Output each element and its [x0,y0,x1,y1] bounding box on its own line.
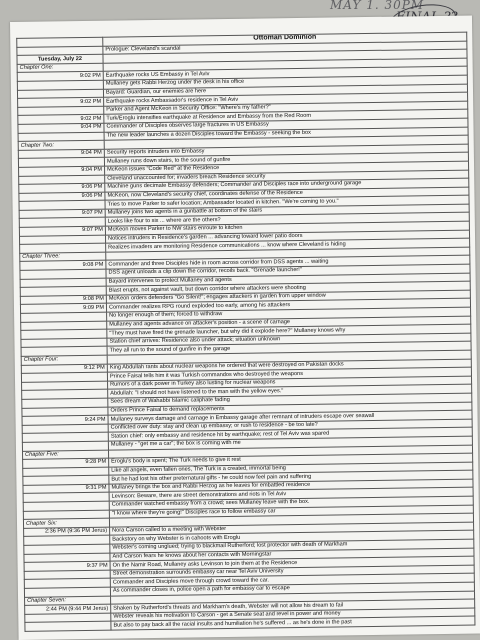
event-cell: On the Namir Road, Mullaney asks Levinson to join them at the Residence [110,556,474,570]
event-cell: Nora Carson called to a meeting with Webster [110,522,474,536]
event-cell: McKeon moves Parker to NW stairs enroute to kitchen [105,221,469,235]
event-cell: Prince Faisal tells him it was Turkish commandos who destroyed the weapons [107,367,471,381]
event-cell: Rumors of a dark power in Turkey also lusting for nuclear weapons [108,376,472,390]
event-cell: Backstory on why Webster is in cahoots with Eroglu [110,531,474,545]
event-cell: Station chief: only embassy and residence hit by earthquake; rest of Tel Aviv was spared [108,427,472,441]
event-cell: Earthquake rocks Ambassador's residence in Tel Aviv [104,92,468,106]
event-cell: McKeon orders defenders "Go Silent!"; engages attackers in garden from upper window [106,290,470,304]
event-cell: Prologue: Cleveland's scandal [103,41,467,55]
time-cell: 2:36 PM (9:36 PM Jerus) [24,527,110,537]
time-cell [25,622,111,632]
chapter-label: Chapter Seven: [25,596,111,606]
time-cell: 9:06 PM [19,183,105,193]
date-label: Tuesday, July 22 [17,54,103,64]
event-cell: Levinson: Beware, there are street demonstrations and riots in Tel Aviv [109,488,473,502]
event-cell: Eroglu's body is spent; The Turk needs to give it rest [109,453,473,467]
time-cell: 9:24 PM [22,415,108,425]
event-cell: No longer enough of them; forced to withdraw [107,307,471,321]
event-cell: The new leader launches a dozen Disciples toward the Embassy - seeking the box [104,127,468,141]
event-cell: Mullaney gets Rabbi Herzog under the desk in his office [103,75,467,89]
time-cell: 9:04 PM [19,166,105,176]
event-cell: Conflicted over duty: stay and clean up embassy; or rush to residence - be too late? [108,419,472,433]
handwritten-time-note: MAY 1. 30PM [330,0,425,12]
chapter-label: Chapter Two: [18,140,104,150]
time-cell: 9:07 PM [19,226,105,236]
event-cell: Earthquake rocks US Embassy in Tel Aviv [103,66,467,80]
event-cell: But he had lost his other preternatural gifts - he could now feel pain and suffering [109,470,473,484]
event-cell: Mullaney and agents advance on attacker's position - a scene of carnage [107,316,471,330]
time-cell: 9:31 PM [23,484,109,494]
event-cell: McKeon, now Cleveland's security chief, coordinates defense of the Residence [105,187,469,201]
time-cell: 9:08 PM [20,261,106,271]
chapter-label: Chapter Four: [21,355,107,365]
event-cell: They all run to the sound of gunfire in the garage [107,341,471,355]
time-cell: 9:37 PM [24,561,110,571]
time-cell: 9:28 PM [23,458,109,468]
time-cell: 9:04 PM [18,123,104,133]
chapter-label: Chapter One: [17,63,103,73]
event-cell: "I know where they're going!" Disciples race to follow embassy car [109,505,473,519]
event-cell: McKeon issues "Code Red" at the Residence [105,161,469,175]
event-cell: Commander of Disciples observes large fractures in US Embassy [104,118,468,132]
event-cell: Mullaney - "get me a car"; the box is coming with me [108,436,472,450]
event-cell: Turk/Eroglu intensifies earthquake at Residence and Embassy from the Red Room [104,109,468,123]
time-cell: 9:08 PM [20,295,106,305]
event-cell: DSS agent unloads a clip down the corridor, recoils back. "Grenade launcher!" [106,264,470,278]
event-cell: Cleveland unaccounted for; invaders breach Residence security [105,170,469,184]
time-cell: 9:09 PM [20,304,106,314]
event-cell: Notices intruders in Residence's garden ... advancing toward lower patio doors [105,230,469,244]
time-cell: 9:02 PM [18,115,104,125]
event-cell: King Abdullah rants about nuclear weapons he ordered that were destroyed on Pakistan docks [107,359,471,373]
time-cell: 9:02 PM [18,97,104,107]
chapter-label: Chapter Three: [20,252,106,262]
event-cell: Commander and Disciples move through crowd toward the car. [110,573,474,587]
event-cell: Mullaney runs down stairs, to the sound of gunfire [104,152,468,166]
event-cell: Bayard: Guardian, our enemies are here [103,84,467,98]
event-cell: Sees dream of Wahabbi Islamic caliphate fading [108,393,472,407]
event-cell: Realizes invaders are monitoring Residence communications ... know where Cleveland is hiding [106,238,470,252]
event-cell: Webster reveals his motivation to Carson - get a Senate seat and revel in power and money [111,608,475,622]
event-cell: But also to pay back all the racial insults and humiliation he's suffered ... as he's done in the past [111,616,475,630]
event-cell: Shaken by Rutherford's threats and Markham's death, Webster will not allow his dream to fail [111,599,475,613]
time-cell: 2:44 PM (9:44 PM Jerus) [25,604,111,614]
event-cell: Mullaney joins two agents in a gunbattle at bottom of the stairs [105,204,469,218]
event-cell: Machine guns decimate Embassy defenders; Commander and Disciples race into underground garage [105,178,469,192]
event-cell: Station chief arrives: Residence also under attack; situation unknown [107,333,471,347]
event-cell: Abdullah: "I should not have listened to the man with the yellow eyes." [108,384,472,398]
time-cell: 9:12 PM [21,364,107,374]
event-cell: Commander realizes RPG round exploded too early, among his attackers [106,299,470,313]
event-cell: "They must have fired the grenade launcher, but why did it explode here?" Mullaney knows why [107,324,471,338]
event-cell: Looks like four to six ... where are the others? [105,213,469,227]
sheet-title: Ottoman Dominion [103,32,467,46]
time-cell: 9:06 PM [19,192,105,202]
printed-sheet [10,16,480,640]
event-cell: Mullaney brings the box and Rabbi Herzog as he leaves for embattled residence [109,479,473,493]
event-cell: And Carson fears he knows about her contacts with Morningstar [110,548,474,562]
event-cell: Like all angels, even fallen ones, The Turk is a created, immortal being [109,462,473,476]
event-cell: Commander watched embassy from a crowd; sees Mullaney leave with the box. [109,496,473,510]
time-cell: 9:04 PM [18,149,104,159]
event-cell: As commander closes in, police open a path for embassy car to escape [110,582,474,596]
timeline-table [16,32,475,632]
event-cell: Orders Prince Faisal to demand replacements [108,402,472,416]
time-cell: 9:02 PM [17,72,103,82]
event-cell: Blast erupts, not against vault, but down corridor where attackers were shooting [106,281,470,295]
event-cell: Security reports intruders into Embassy [104,144,468,158]
chapter-label: Chapter Six: [23,518,109,528]
event-cell: Mullaney surveys damage and carnage in Embassy garage after remnant of intruders escape over seawall [108,410,472,424]
event-cell: Webster's coming unglued; trying to blackmail Rutherford; lost protector with death of Markham [110,539,474,553]
chapter-label: Chapter Five: [22,450,108,460]
event-cell: Parker and Agent McKeon in Security Office: "Where's my father?" [104,101,468,115]
event-cell: Tries to move Parker to safer location; Ambassador located in kitchen. "We're coming to you." [105,195,469,209]
event-cell: Commander and three Disciples hide in room across corridor from DSS agents ... waiting [106,256,470,270]
event-cell: Bayard intervenes to protect Mullaney and agents [106,273,470,287]
time-cell: 9:07 PM [19,209,105,219]
event-cell: Street demonstration surrounds embassy car near Tel Aviv University [110,565,474,579]
